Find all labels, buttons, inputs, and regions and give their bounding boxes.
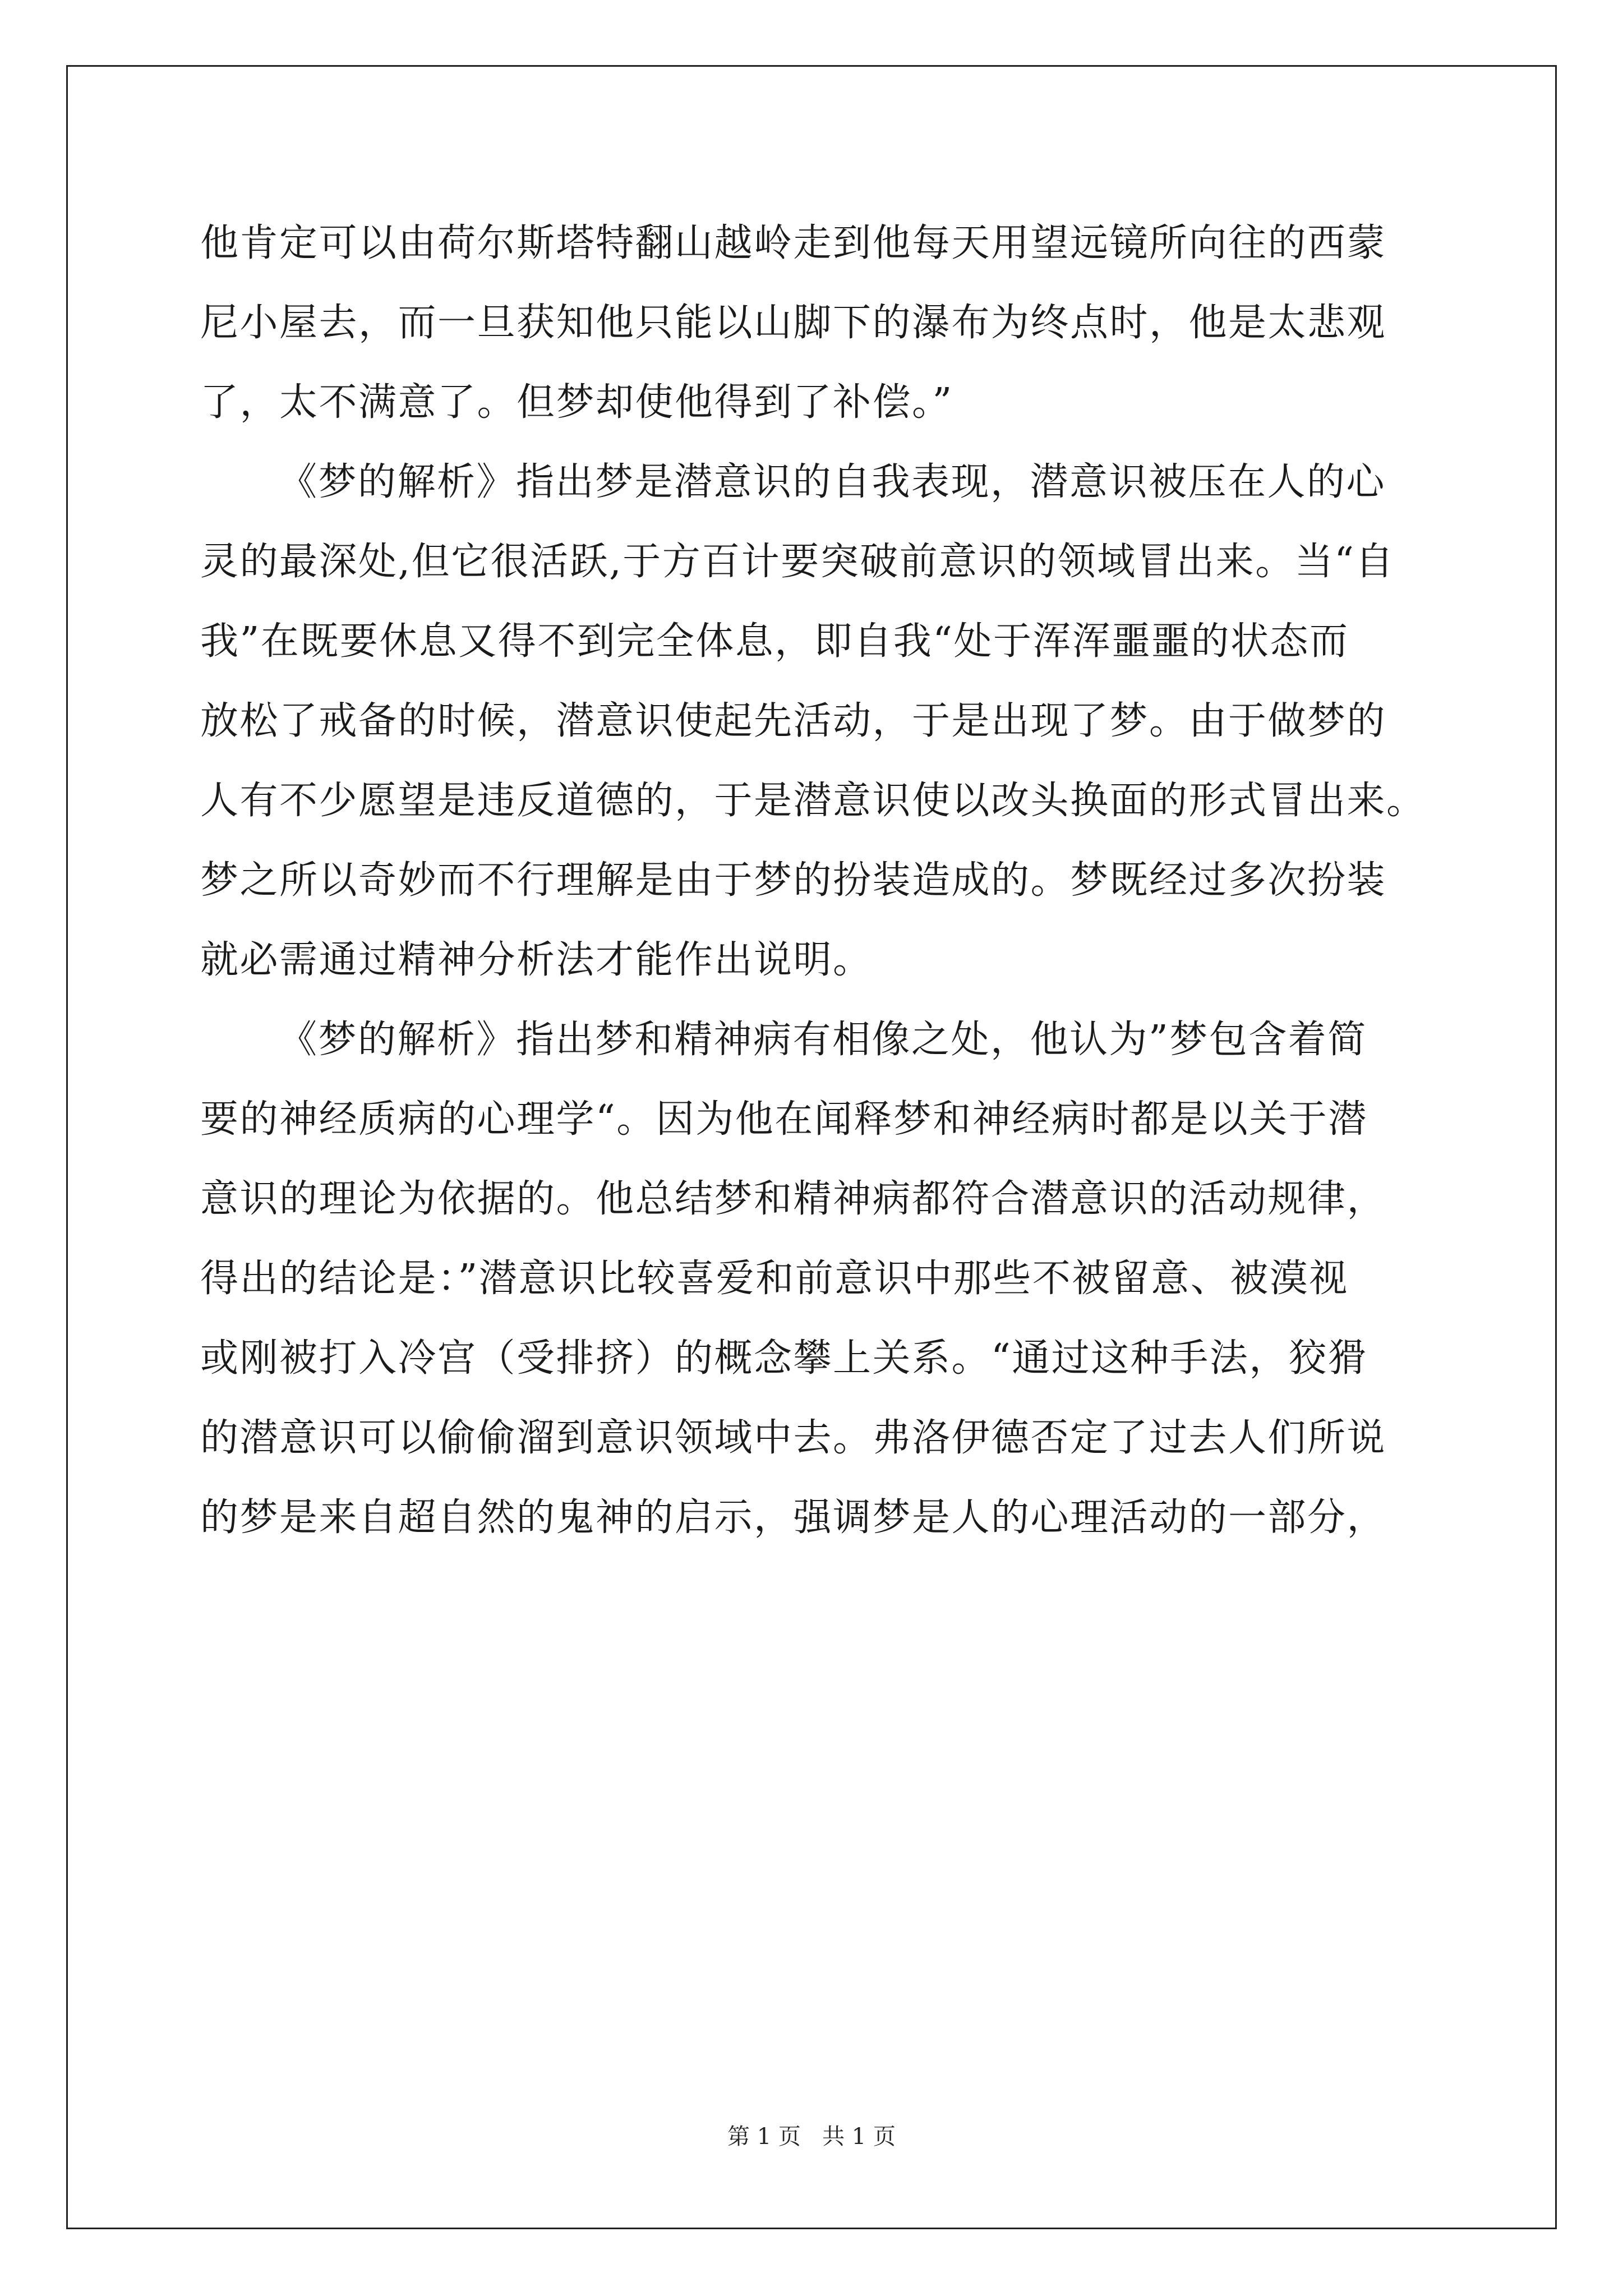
paragraph-start-line: 《梦的解析》指出梦是潜意识的自我表现，潜意识被压在人的心 xyxy=(279,460,1386,504)
text-line: 放松了戒备的时候，潜意识使起先活动，于是出现了梦。由于做梦的 xyxy=(200,699,1387,743)
text-line: 我”在既要休息又得不到完全体息，即自我“处于浑浑噩噩的状态而 xyxy=(200,619,1349,664)
text-line: 梦之所以奇妙而不行理解是由于梦的扮装造成的。梦既经过多次扮装 xyxy=(200,858,1387,903)
text-line: 就必需通过精神分析法才能作出说明。 xyxy=(200,938,873,982)
text-line: 或刚被打入冷宫（受排挤）的概念攀上关系。“通过这种手法，狡猾 xyxy=(200,1336,1368,1381)
text-line: 灵的最深处,但它很活跃,于方百计要突破前意识的领域冒出来。当“自 xyxy=(200,540,1395,584)
text-line: 尼小屋去，而一旦获知他只能以山脚下的瀑布为终点时，他是太悲观 xyxy=(200,301,1387,345)
text-line: 意识的理论为依据的。他总结梦和精神病都符合潜意识的活动规律， xyxy=(200,1177,1387,1221)
text-line: 了，太不满意了。但梦却使他得到了补偿。” xyxy=(200,380,953,425)
text-line: 他肯定可以由荷尔斯塔特翻山越岭走到他每天用望远镜所向往的西蒙 xyxy=(200,221,1387,265)
document-body xyxy=(200,204,1434,1558)
paragraph-start-line: 《梦的解析》指出梦和精神病有相像之处，他认为”梦包含着简 xyxy=(279,1018,1367,1062)
text-line: 得出的结论是：”潜意识比较喜爱和前意识中那些不被留意、被漠视 xyxy=(200,1257,1349,1301)
text-line: 的梦是来自超自然的鬼神的启示，强调梦是人的心理活动的一部分， xyxy=(200,1496,1387,1540)
text-line: 的潜意识可以偷偷溜到意识领域中去。弗洛伊德否定了过去人们所说 xyxy=(200,1416,1387,1460)
text-line: 要的神经质病的心理学“。因为他在闻释梦和神经病时都是以关于潜 xyxy=(200,1097,1368,1142)
text-line: 人有不少愿望是违反道德的，于是潜意识使以改头换面的形式冒出来。 xyxy=(200,779,1426,823)
page-number-footer: 第 1 页 共 1 页 xyxy=(727,2124,896,2150)
